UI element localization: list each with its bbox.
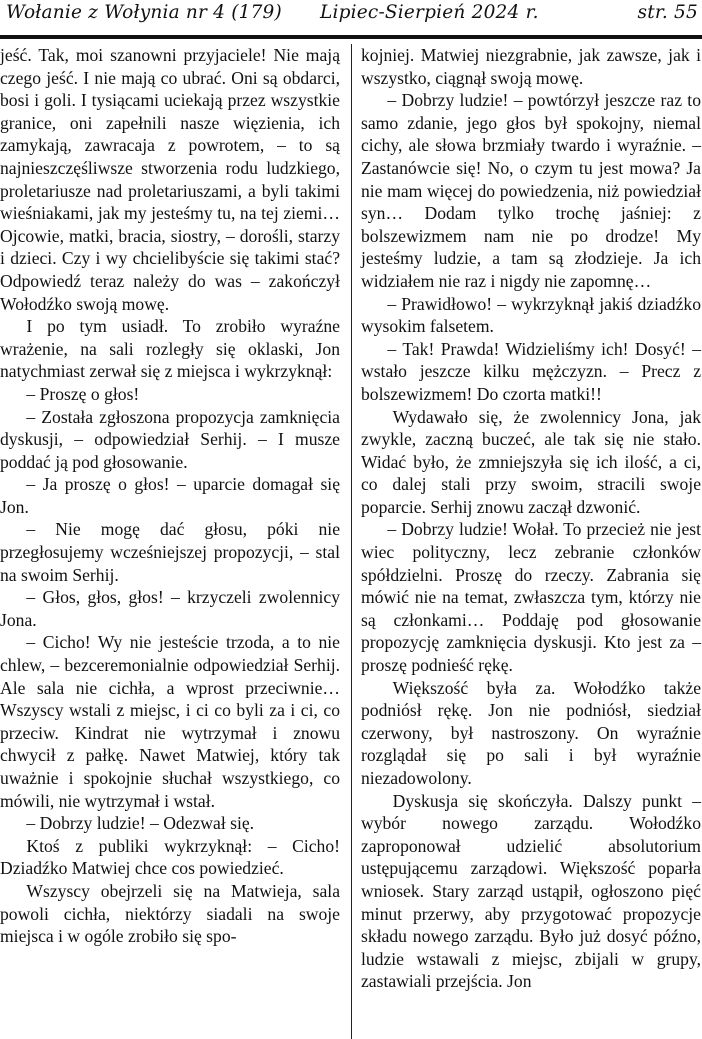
paragraph: kojniej. Matwiej niezgrabnie, jak zawsze, jak i wszystko, ciągnął swoją mowę. (361, 45, 701, 88)
paragraph: Wszyscy obejrzeli się na Matwieja, sala powoli cichła, niektórzy siadali na swoje miejsca i w ogóle zrobiło się spo- (0, 880, 340, 947)
paragraph: – Ja proszę o głos! – uparcie domagał się Jon. (0, 474, 340, 517)
paragraph: Większość była za. Wołodźko także podniósł rękę. Jon nie podniósł, siedział czerwony, był nastroszony. On wyraźnie rozglądał się po sali i był wyraźnie niezadowolony. (361, 677, 701, 788)
paragraph: – Nie mogę dać głosu, póki nie przegłosujemy wcześniejszej propozycji, – stal na swoim Serhij. (0, 519, 340, 585)
page-header (0, 0, 702, 36)
issue-date: Lipiec-Sierpień 2024 r. (320, 2, 539, 23)
page-number: str. 55 (637, 2, 698, 23)
text-column-left (0, 44, 340, 948)
paragraph: – Proszę o głos! (26, 383, 140, 404)
header-rule (0, 35, 702, 39)
paragraph: – Dobrzy ludzie! – Odezwał się. (26, 813, 255, 834)
paragraph: – Cicho! Wy nie jesteście trzoda, a to nie chlew, – bezceremonialnie odpowiedział Serhij. Ale sala nie cichła, a wprost przeciwnie… Wszyscy wstali z miejsc, i ci co byli za i ci, co przeciw. Kindrat nie wytrzymał i znowu chwycił z pałkę. Nawet Matwiej, który tak uważnie i spokojnie słuchał wszystkiego, co mówili, nie wytrzymał i wstał. (0, 632, 340, 811)
paragraph: – Tak! Prawda! Widzieliśmy ich! Dosyć! – wstało jeszcze kilku mężczyzn. – Precz z bolszewizmem! Do czorta matki!! (361, 338, 701, 404)
paragraph: I po tym usiadł. To zrobiło wyraźne wrażenie, na sali rozległy się oklaski, Jon natychmiast zerwał się z miejsca i wykrzyknął: (0, 316, 340, 382)
paragraph: – Prawidłowo! – wykrzyknął jakiś dziadźko wysokim falsetem. (361, 293, 701, 337)
column-divider (351, 44, 352, 1039)
paragraph: – Dobrzy ludzie! – powtórzył jeszcze raz to samo zdanie, jego głos był spokojny, niemal cichy, ale słowa brzmiały twardo i wyraźnie. – Zastanówcie się! No, o czym tu jest mowa? Ja nie mam więcej do powiedzenia, niż powiedział syn… Dodam tylko trochę jaśniej: z bolszewizmem nam nie po drodze! My jesteśmy ludzie, a tam są złodzieje. Ja ich widziałem nie raz i nigdy nie zapomnę… (361, 90, 701, 291)
paragraph: Dyskusja się skończyła. Dalszy punkt – wybór nowego zarządu. Wołodźko zaproponował udzielić absolutorium ustępującemu zarządowi. Większość poparła wniosek. Stary zarząd ustąpił, ogłoszono pięć minut przerwy, aby przygotować propozycje składu nowego zarządu. Było już dosyć późno, ludzie wstawali z miejsc, zbijali w grupy, zastawiali przejścia. Jon (361, 790, 701, 992)
magazine-title: Wołanie z Wołynia nr 4 (179) (6, 2, 282, 23)
paragraph: – Głos, głos, głos! – krzyczeli zwolennicy Jona. (0, 587, 340, 630)
paragraph: Wydawało się, że zwolennicy Jona, jak zwykle, zaczną buczeć, ale tak się nie stało. Widać było, że zmniejszyła się ich ilość, a ci, co dalej stali przy swoim, stracili swoje poparcie. Serhij znowu zaczął dzwonić. (361, 406, 701, 517)
paragraph: – Dobrzy ludzie! Wołał. To przecież nie jest wiec polityczny, lecz zebranie członków spółdzielni. Proszę do rzeczy. Zabrania się mówić nie na temat, zwłaszcza tym, którzy nie są członkami… Poddaję pod głosowanie propozycję zamknięcia dyskusji. Kto jest za – proszę podnieść rękę. (361, 519, 701, 676)
paragraph: jeść. Tak, moi szanowni przyjaciele! Nie mają czego jeść. I nie mają co ubrać. Oni są obdarci, bosi i goli. I tysiącami uciekają przez wszystkie granice, oni zapełnili nasze więzienia, ich zamykają, zawracaja z powrotem, – to są najnieszczęśliwsze stworzenia rodu ludzkiego, proletariusze nad proletariuszami, a byli takimi wieśniakami, jak my jesteśmy tu, na tej ziemi… Ojcowie, matki, bracia, siostry, – dorośli, starzy i dzieci. Czy i wy chcielibyście się takimi stać? Odpowiedź teraz należy do was – zakończył Wołodźko swoją mowę. (0, 45, 340, 314)
paragraph: Ktoś z publiki wykrzyknął: – Cicho! Dziadźko Matwiej chce cos powiedzieć. (0, 835, 340, 879)
text-column-right (361, 44, 701, 993)
paragraph: – Została zgłoszona propozycja zamknięcia dyskusji, – odpowiedział Serhij. – I musze poddać ją pod głosowanie. (0, 406, 340, 472)
